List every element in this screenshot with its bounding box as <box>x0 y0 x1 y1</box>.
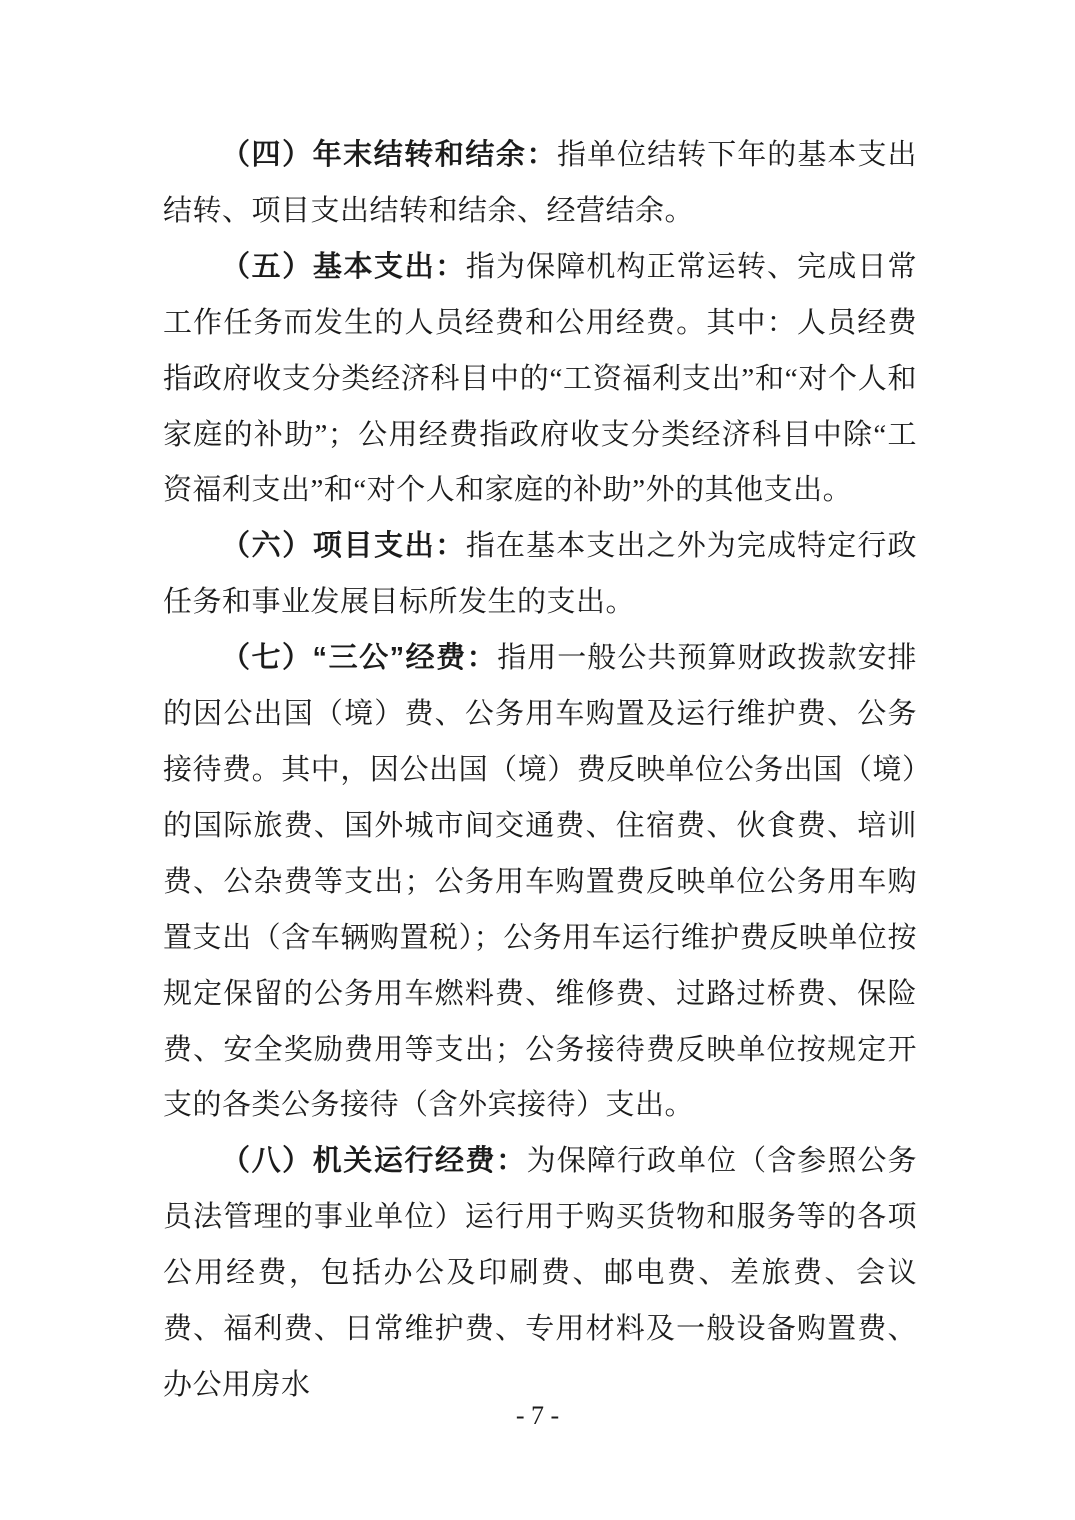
paragraph-heading: （四）年末结转和结余： <box>221 139 557 171</box>
paragraph-heading: （八）机关运行经费： <box>221 1145 527 1178</box>
paragraph-heading: （六）项目支出： <box>221 530 466 563</box>
page-number: - 7 - <box>515 1401 560 1430</box>
paragraph-text: 指用一般公共预算财政拨款安排的因公出国（境）费、公务用车购置及运行维护费、公务接待费。其中，因公出国（境）费反映单位公务出国（境）的国际旅费、国外城市间交通费、住宿费、伙食费、培训费、公杂费等支出；公务用车购置费反映单位公务用车购置支出（含车辆购置税）；公务用车运行维护费反映单位按规定保留的公务用车燃料费、维修费、过路过桥费、保险费、安全奖励费用等支出；公务接待费反映单位按规定开支的各类公务接待（含外宾接待）支出。 <box>163 642 917 1122</box>
paragraph-7-three-public-funds <box>163 631 917 1134</box>
paragraph-heading: （五）基本支出： <box>221 250 466 283</box>
paragraph-text: 指单位结转下年的基本支出结转、项目支出结转和结余、经营结余。 <box>163 139 917 227</box>
paragraph-text: 为保障行政单位（含参照公务员法管理的事业单位）运行用于购买货物和服务等的各项公用经费，包括办公及印刷费、邮电费、差旅费、会议费、福利费、日常维护费、专用材料及一般设备购置费、办公用房水 <box>163 1145 917 1401</box>
paragraph-4-year-end-carryover <box>163 128 917 240</box>
paragraph-heading: （七）“三公”经费： <box>221 642 498 675</box>
paragraph-6-project-expenditure <box>163 519 917 631</box>
paragraph-8-agency-operating-funds <box>163 1134 917 1414</box>
document-body <box>163 128 917 1414</box>
paragraph-5-basic-expenditure <box>163 240 917 520</box>
paragraph-text: 指在基本支出之外为完成特定行政任务和事业发展目标所发生的支出。 <box>163 530 917 619</box>
paragraph-text: 指为保障机构正常运转、完成日常工作任务而发生的人员经费和公用经费。其中：人员经费指政府收支分类经济科目中的“工资福利支出”和“对个人和家庭的补助”；公用经费指政府收支分类经济科目中除“工资福利支出”和“对个人和家庭的补助”外的其他支出。 <box>163 250 917 507</box>
